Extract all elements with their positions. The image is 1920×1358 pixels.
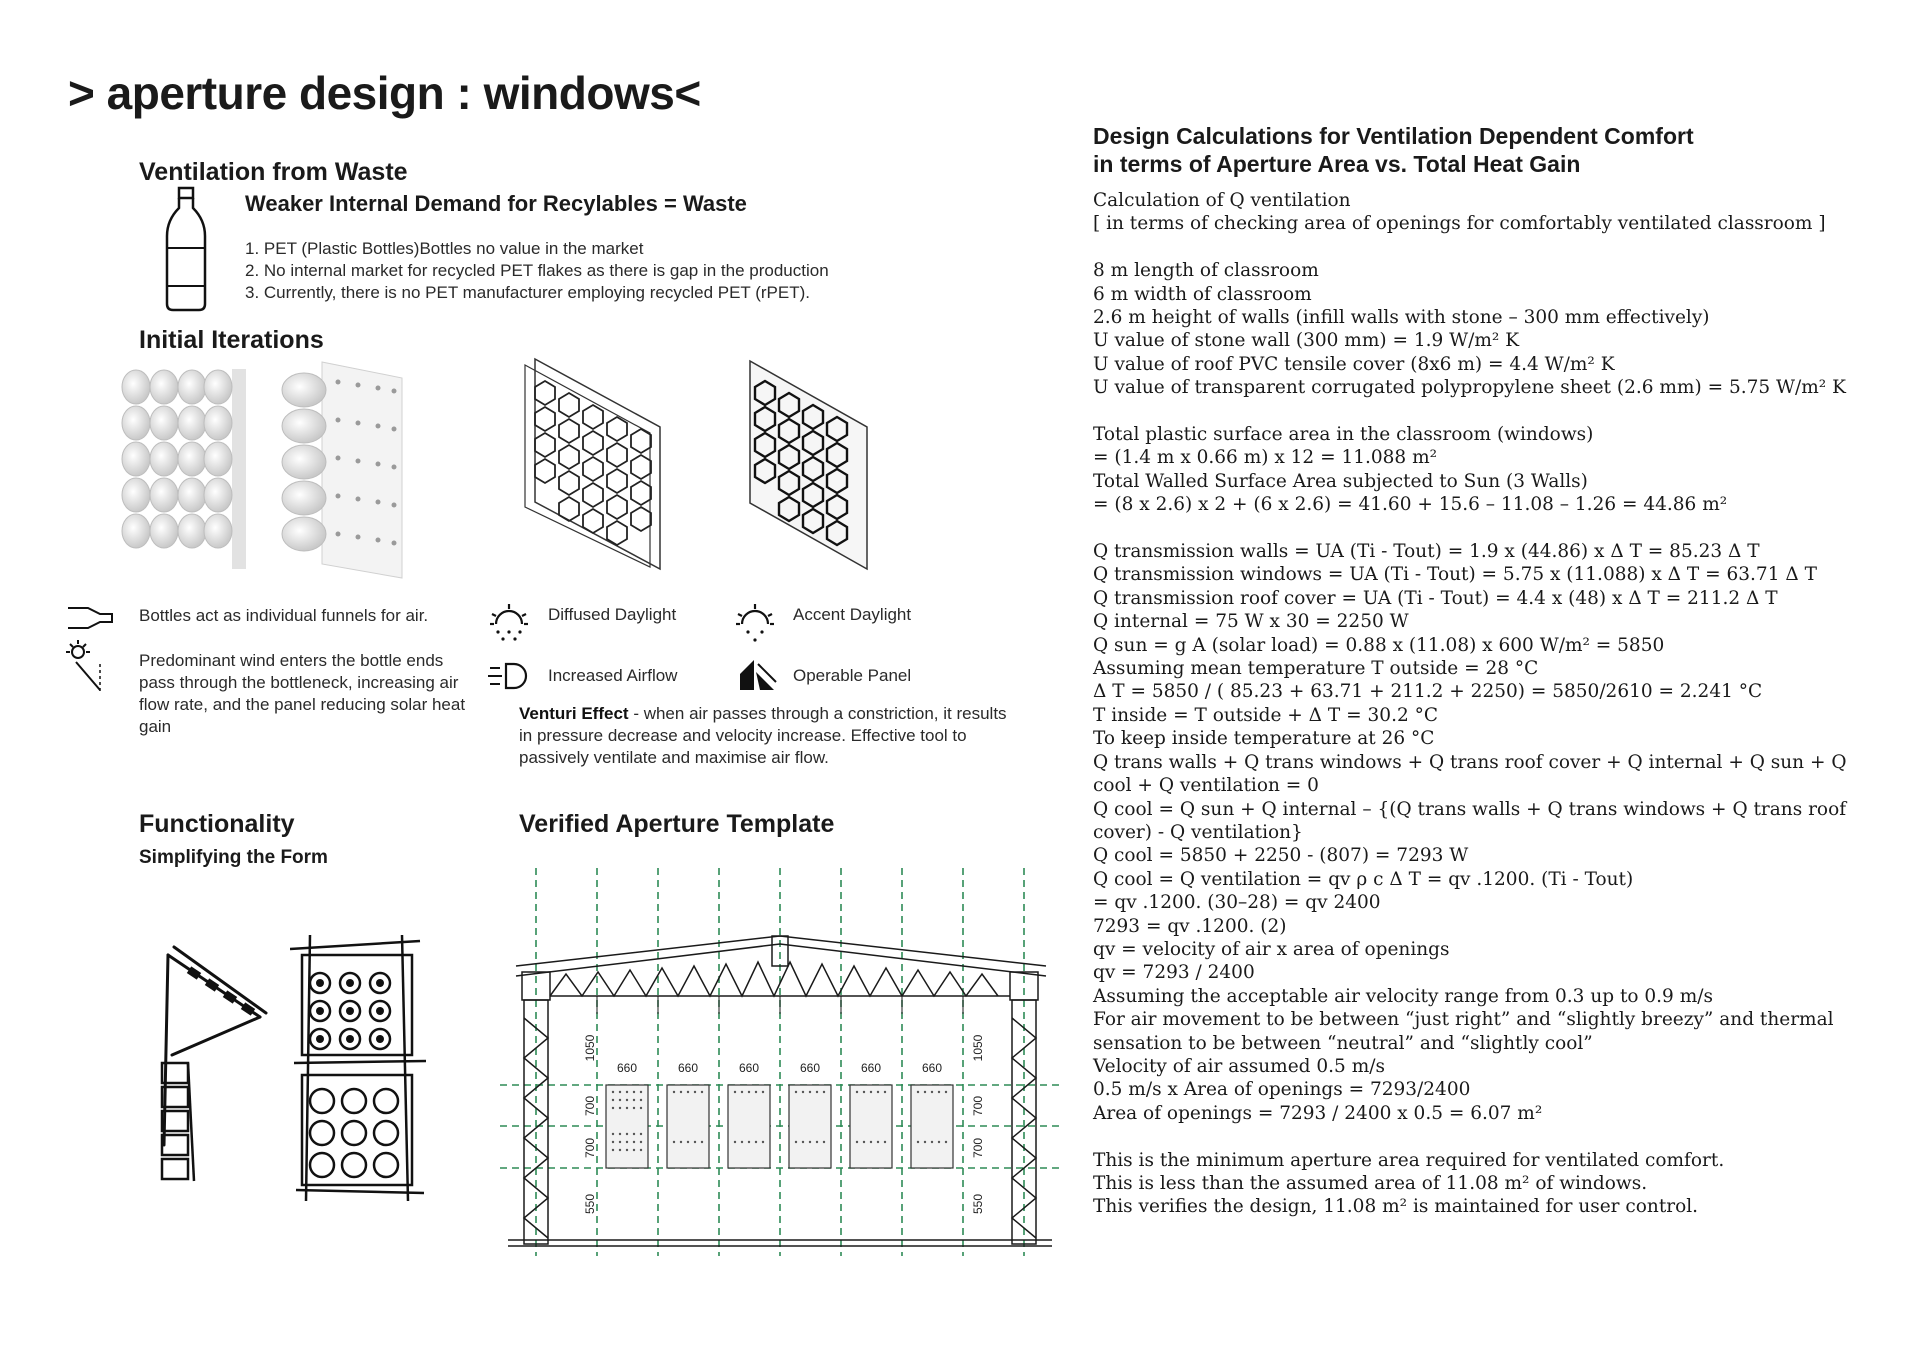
calc-line: Δ T = 5850 / ( 85.23 + 63.71 + 211.2 + 2250) = 5850/2610 = 2.241 °C [1093,681,1763,703]
calc-line: Q cool = Q sun + Q internal – {(Q trans walls + Q trans windows + Q trans roof [1093,798,1847,820]
calc-line: This verifies the design, 11.08 m² is maintained for user control. [1093,1196,1699,1218]
legend-diffused: Diffused Daylight [548,605,677,624]
left-dim-label: 1050 [583,1034,597,1062]
calc-line: Q sun = g A (solar load) = 0.88 x (11.08) x 600 W/m² = 5850 [1093,634,1665,656]
bottle-icon [163,186,209,314]
bottle-grid-render-2 [280,360,410,580]
calc-line: qv = 7293 / 2400 [1093,962,1255,984]
right-dim-label: 1050 [971,1034,985,1062]
list-item: 1. PET (Plastic Bottles)Bottles no value in the market [245,239,644,258]
calc-line: Q transmission walls = UA (Ti - Tout) = 1.9 x (44.86) x Δ T = 85.23 Δ T [1093,541,1760,563]
panel-width-label: 660 [738,1061,760,1075]
waste-subheading: Weaker Internal Demand for Recylables = Waste [245,191,747,216]
bottle-grid-render-1 [120,365,250,575]
calc-line: For air movement to be between “just right” and “slightly breezy” and thermal [1093,1009,1834,1031]
calc-line: 0.5 m/s x Area of openings = 7293/2400 [1093,1079,1471,1101]
funnel-icon [66,604,114,630]
panel-width-label: 660 [677,1061,699,1075]
calc-line: = (1.4 m x 0.66 m) x 12 = 11.088 m² [1093,447,1438,469]
list-item: 3. Currently, there is no PET manufacturer employing recycled PET (rPET). [245,283,810,302]
right-dim-label: 700 [971,1137,985,1159]
form-sketch-side [150,935,270,1205]
calc-line: Assuming mean temperature T outside = 28 °C [1093,658,1539,680]
functionality-heading: Functionality [139,810,295,838]
calc-spacer [1093,400,1893,423]
funnel-note: Bottles act as individual funnels for air. [139,606,429,625]
calc-line: U value of roof PVC tensile cover (8x6 m) = 4.4 W/m² K [1093,353,1615,375]
calc-line: T inside = T outside + Δ T = 30.2 °C [1093,704,1439,726]
left-dim-label: 550 [583,1193,597,1215]
calc-line: U value of transparent corrugated polypropylene sheet (2.6 mm) = 5.75 W/m² K [1093,377,1846,399]
calc-line: Q trans walls + Q trans windows + Q trans roof cover + Q internal + Q sun + Q [1093,751,1847,773]
venturi-text: - when air passes through a constriction, it results in pressure decrease and velocity increase. Effective tool to passively ventilate and maximise air flow. [519,704,1007,767]
calc-line: 7293 = qv .1200. (2) [1093,915,1287,937]
calc-line: 6 m width of classroom [1093,283,1312,305]
right-dim-label: 700 [971,1095,985,1117]
form-sketch-front [290,935,430,1205]
calc-line: Assuming the acceptable air velocity range from 0.3 up to 0.9 m/s [1093,985,1713,1007]
calc-line: U value of stone wall (300 mm) = 1.9 W/m² K [1093,330,1520,352]
calc-spacer [1093,517,1893,540]
wind-sun-icon [66,640,106,696]
legend-accent: Accent Daylight [793,605,912,624]
calc-line: Velocity of air assumed 0.5 m/s [1093,1055,1385,1077]
calc-line: cool + Q ventilation = 0 [1093,775,1319,797]
calc-line: Q cool = 5850 + 2250 - (807) = 7293 W [1093,845,1469,867]
right-dim-label: 550 [971,1193,985,1215]
calc-spacer [1093,236,1893,259]
hexagon-panel-sketch-2 [735,357,885,572]
waste-points [245,238,829,304]
iterations-heading: Initial Iterations [139,326,324,354]
venturi-note [519,703,1007,769]
calc-line: cover) - Q ventilation} [1093,821,1303,843]
page-title: > aperture design : windows< [68,67,701,119]
waste-heading: Ventilation from Waste [139,158,408,186]
wind-note: Predominant wind enters the bottle ends pass through the bottleneck, increasing air flow rate, and the panel reducing solar heat gain [139,651,466,736]
calc-line: 2.6 m height of walls (infill walls with stone – 300 mm effectively) [1093,307,1710,329]
template-heading: Verified Aperture Template [519,810,835,838]
calc-line: qv = velocity of air x area of openings [1093,938,1450,960]
legend-operable: Operable Panel [793,666,912,685]
calc-line: = qv .1200. (30–28) = qv 2400 [1093,892,1381,914]
calc-line: = (8 x 2.6) x 2 + (6 x 2.6) = 41.60 + 15.6 – 11.08 – 1.26 = 44.86 m² [1093,494,1728,516]
diffused-daylight-icon [488,602,530,644]
calc-line: Total plastic surface area in the classroom (windows) [1093,424,1594,446]
panel-width-label: 660 [860,1061,882,1075]
left-dim-label: 700 [583,1137,597,1159]
hexagon-panel-sketch-1 [515,357,665,572]
airflow-icon [488,660,532,692]
list-item: 2. No internal market for recycled PET flakes as there is gap in the production [245,261,829,280]
panel-width-label: 660 [921,1061,943,1075]
accent-daylight-icon [734,602,776,644]
left-dim-label: 700 [583,1095,597,1117]
calc-line: Total Walled Surface Area subjected to Sun (3 Walls) [1093,470,1588,492]
calc-body [1093,189,1893,1219]
functionality-subheading: Simplifying the Form [139,847,328,868]
calc-line: Q transmission windows = UA (Ti - Tout) = 5.75 x (11.088) x Δ T = 63.71 Δ T [1093,564,1817,586]
legend-airflow: Increased Airflow [548,666,678,685]
calc-line: To keep inside temperature at 26 °C [1093,728,1435,750]
calc-line: Q transmission roof cover = UA (Ti - Tout) = 4.4 x (48) x Δ T = 211.2 Δ T [1093,587,1778,609]
calc-line: sensation to be between “neutral” and “slightly cool” [1093,1032,1593,1054]
calc-line: [ in terms of checking area of openings for comfortably ventilated classroom ] [1093,213,1826,235]
calc-line: This is the minimum aperture area required for ventilated comfort. [1093,1149,1725,1171]
calc-line: Area of openings = 7293 / 2400 x 0.5 = 6.07 m² [1093,1102,1543,1124]
aperture-template-drawing [500,868,1070,1258]
venturi-label: Venturi Effect [519,704,629,723]
calc-line: This is less than the assumed area of 11.08 m² of windows. [1093,1173,1648,1194]
calc-title-line: in terms of Aperture Area vs. Total Heat Gain [1093,151,1581,177]
calc-title-line: Design Calculations for Ventilation Dependent Comfort [1093,123,1694,149]
calc-line: Q cool = Q ventilation = qv ρ c Δ T = qv .1200. (Ti - Tout) [1093,868,1634,890]
calc-line: 8 m length of classroom [1093,260,1319,282]
calc-title [1093,122,1694,178]
panel-width-label: 660 [799,1061,821,1075]
calc-spacer [1093,1125,1893,1148]
panel-width-label: 660 [616,1061,638,1075]
operable-panel-icon [738,658,778,692]
calc-line: Calculation of Q ventilation [1093,190,1351,211]
calc-line: Q internal = 75 W x 30 = 2250 W [1093,611,1409,633]
